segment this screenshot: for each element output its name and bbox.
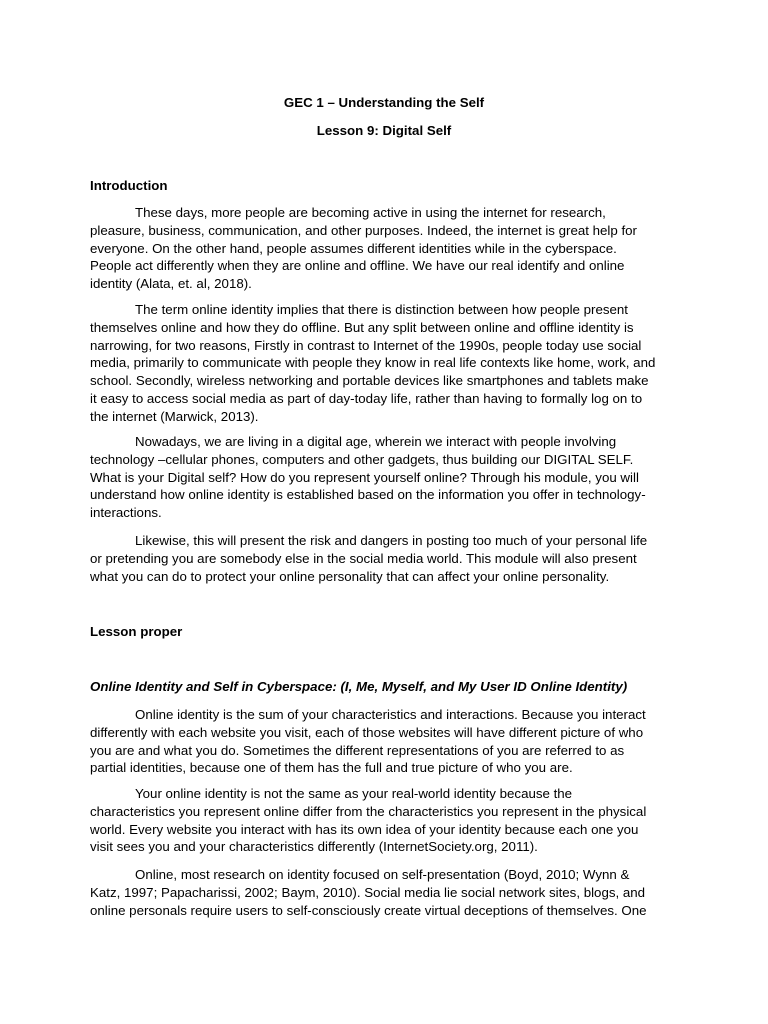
paragraph-line: Nowadays, we are living in a digital age, wherein we interact with people involving bbox=[135, 434, 617, 449]
paragraph-line: everyone. On the other hand, people assumes different identities while in the cyberspace. bbox=[90, 240, 617, 256]
paragraph-line: online personals require users to self-consciously create virtual deceptions of themselves. One bbox=[90, 902, 647, 918]
paragraph-line: Your online identity is not the same as your real-world identity because the bbox=[135, 786, 573, 801]
paragraph-line: it easy to access social media as part of day-today life, rather than having to formally log on to bbox=[90, 390, 643, 406]
paragraph-line: identity (Alata, et. al, 2018). bbox=[90, 276, 252, 292]
lesson-title: Lesson 9: Digital Self bbox=[316, 123, 452, 138]
paragraph-line: school. Secondly, wireless networking and portable devices like smartphones and tablets make bbox=[90, 373, 649, 389]
paragraph-line: visit sees you and your characteristics differently (InternetSociety.org, 2011). bbox=[90, 839, 538, 855]
paragraph bbox=[90, 433, 670, 522]
paragraph-line: you are and what you do. Sometimes the different representations of you are referred to as bbox=[90, 742, 625, 758]
paragraph-line: the internet (Marwick, 2013). bbox=[90, 408, 259, 424]
paragraph bbox=[90, 785, 670, 856]
paragraph bbox=[90, 532, 670, 585]
paragraph-line: These days, more people are becoming active in using the internet for research, bbox=[135, 205, 606, 220]
paragraph-line: Online identity is the sum of your characteristics and interactions. Because you interact bbox=[135, 707, 646, 722]
paragraph-line: Likewise, this will present the risk and dangers in posting too much of your personal life bbox=[135, 533, 648, 548]
paragraph-line: Online, most research on identity focused on self-presentation (Boyd, 2010; Wynn & bbox=[135, 867, 630, 882]
paragraph-line: Katz, 1997; Papacharissi, 2002; Baym, 2010). Social media lie social network sites, blogs, and bbox=[90, 884, 646, 900]
paragraph-line: pleasure, business, communication, and other purposes. Indeed, the internet is great help for bbox=[90, 222, 637, 238]
paragraph-line: what you can do to protect your online personality that can affect your online personality. bbox=[90, 568, 610, 584]
paragraph-line: The term online identity implies that there is distinction between how people present bbox=[135, 302, 628, 317]
paragraph bbox=[90, 301, 670, 426]
paragraph-line: themselves online and how they do offline. But any split between online and offline identity is bbox=[90, 319, 634, 335]
introduction-heading: Introduction bbox=[90, 178, 168, 193]
paragraph-line: differently with each website you visit, each of those websites will have different picture of who bbox=[90, 724, 644, 740]
paragraph bbox=[90, 706, 670, 777]
section-heading: Online Identity and Self in Cyberspace: (I, Me, Myself, and My User ID Online Identity) bbox=[90, 679, 628, 694]
paragraph-line: What is your Digital self? How do you represent yourself online? Through his module, you will bbox=[90, 469, 639, 485]
lesson-proper-heading: Lesson proper bbox=[90, 624, 183, 639]
paragraph-line: narrowing, for two reasons, Firstly in contrast to Internet of the 1990s, people today use social bbox=[90, 337, 642, 353]
paragraph-line: understand how online identity is established based on the information you offer in technology- bbox=[90, 487, 646, 503]
paragraph bbox=[90, 204, 670, 293]
paragraph-line: or pretending you are somebody else in the social media world. This module will also present bbox=[90, 550, 637, 566]
paragraph bbox=[90, 866, 670, 919]
paragraph-line: People act differently when they are online and offline. We have our real identify and online bbox=[90, 258, 625, 274]
paragraph-line: technology –cellular phones, computers and other gadgets, thus building our DIGITAL SELF. bbox=[90, 451, 634, 467]
paragraph-line: interactions. bbox=[90, 505, 162, 521]
paragraph-line: partial identities, because one of them has the full and true picture of who you are. bbox=[90, 760, 573, 776]
paragraph-line: characteristics you represent online differ from the characteristics you represent in the physical bbox=[90, 803, 647, 819]
paragraph-line: world. Every website you interact with has its own idea of your identity because each one you bbox=[90, 821, 639, 837]
paragraph-line: media, primarily to communicate with people they know in real life contexts like home, work, and bbox=[90, 355, 656, 371]
course-title: GEC 1 – Understanding the Self bbox=[283, 95, 485, 110]
